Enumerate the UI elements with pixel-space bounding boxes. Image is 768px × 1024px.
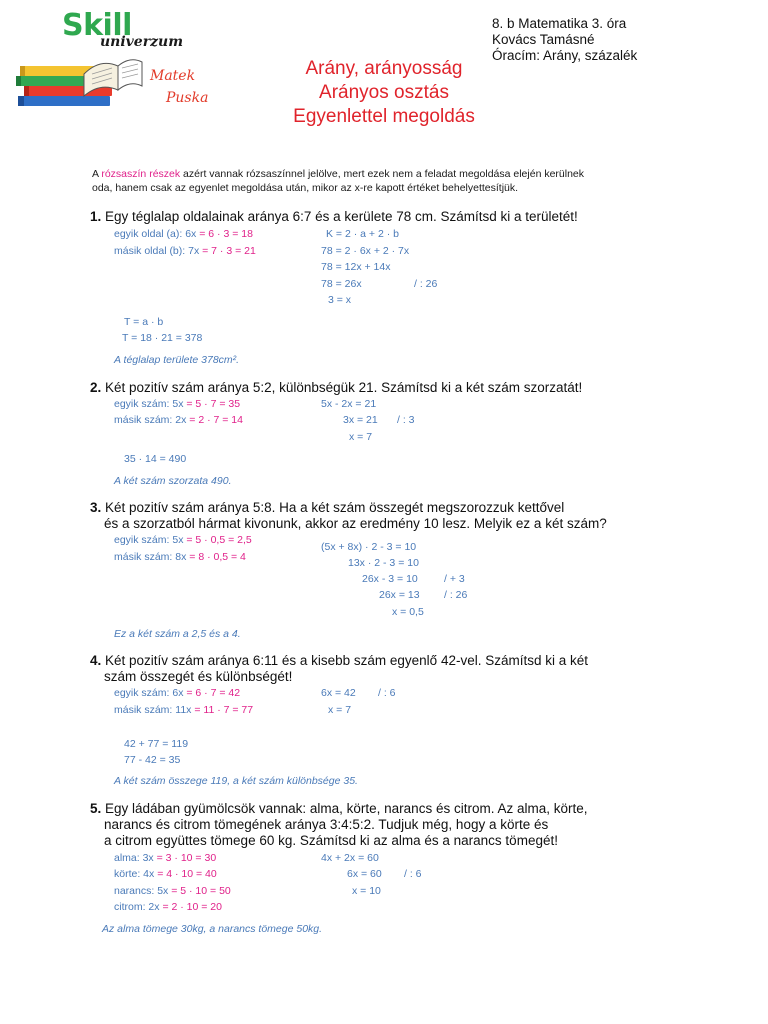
problem-1-text: Egy téglalap oldalainak aránya 6:7 és a kerülete 78 cm. Számítsd ki a területét!	[101, 209, 578, 224]
problem-2-number: 2.	[90, 380, 102, 395]
problem-4-eq-1: 6x = 42	[321, 687, 356, 699]
problem-3-eq-5: x = 0,5	[392, 606, 424, 618]
problem-5-lemon	[114, 901, 222, 913]
problem-1-eq-4: 78 = 26x	[321, 278, 362, 290]
logo-matek-text: Matek	[150, 68, 196, 84]
problem-1-eq-3: 78 = 12x + 14x	[321, 261, 391, 273]
problem-5-statement-2: narancs és citrom tömegének aránya 3:4:5:2. Tudjuk még, hogy a körte és	[104, 817, 549, 832]
intro-pink-phrase: rózsaszín részek	[101, 168, 181, 180]
problem-2-text: Két pozitív szám aránya 5:2, különbségük 21. Számítsd ki a két szám szorzatát!	[101, 380, 583, 395]
problem-5-answer: Az alma tömege 30kg, a narancs tömege 50kg.	[102, 923, 323, 935]
problem-2-eq-3: x = 7	[349, 431, 373, 443]
problem-2-statement	[90, 380, 582, 395]
books-icon	[14, 52, 146, 112]
num-b-value: = 11 · 7 = 77	[194, 704, 254, 716]
problem-3-statement-2: és a szorzatból hármat kivonunk, akkor az eredmény 10 lesz. Melyik ez a két szám?	[104, 516, 607, 531]
problem-5-number: 5.	[90, 801, 102, 816]
problem-3-eq-3: 26x - 3 = 10	[362, 573, 418, 585]
problem-2-num-a	[114, 398, 240, 410]
problem-4-num-b	[114, 704, 253, 716]
problem-5-eq-2-op: / : 6	[404, 868, 422, 880]
problem-1-side-b	[114, 245, 256, 257]
problem-1-statement	[90, 209, 578, 224]
problem-3-eq-2: 13x · 2 - 3 = 10	[348, 557, 419, 569]
problem-4-number: 4.	[90, 653, 102, 668]
intro-line-2: oda, hanem csak az egyenlet megoldása után, mikor az x-re kapott értéket behelyettesítjük.	[92, 182, 519, 194]
problem-4-statement-1	[90, 653, 588, 668]
lemon-label: citrom: 2x	[114, 901, 163, 913]
lemon-value: = 2 · 10 = 20	[162, 901, 222, 913]
num-a-label: egyik szám: 5x	[114, 398, 187, 410]
problem-1-eq-4-op: / : 26	[414, 278, 438, 290]
problem-5-statement-3: a citrom együttes tömege 60 kg. Számítsd ki az alma és a narancs tömegét!	[104, 833, 558, 848]
intro-pre: A	[92, 168, 102, 180]
intro-line-1	[92, 168, 584, 180]
problem-4-difference: 77 - 42 = 35	[124, 754, 181, 766]
teacher-name: Kovács Tamásné	[492, 32, 595, 47]
problem-2-eq-2: 3x = 21	[343, 414, 378, 426]
problem-1-eq-1: K = 2 · a + 2 · b	[326, 228, 399, 240]
problem-2-num-b	[114, 414, 243, 426]
side-b-label: másik oldal (b): 7x	[114, 245, 203, 257]
num-b-label: másik szám: 2x	[114, 414, 190, 426]
side-a-value: = 6 · 3 = 18	[199, 228, 253, 240]
apple-value: = 3 · 10 = 30	[156, 852, 217, 864]
problem-1-eq-2: 78 = 2 · 6x + 2 · 7x	[321, 245, 410, 257]
problem-3-eq-3-op: / + 3	[444, 573, 465, 585]
side-b-value: = 7 · 3 = 21	[202, 245, 256, 257]
main-title-3: Egyenlettel megoldás	[293, 106, 475, 127]
num-a-value: = 6 · 7 = 42	[186, 687, 241, 699]
problem-3-num-b	[114, 551, 246, 563]
problem-4-answer: A két szám összege 119, a két szám különbsége 35.	[114, 775, 358, 787]
problem-3-eq-4-op: / : 26	[444, 589, 468, 601]
num-b-label: másik szám: 11x	[114, 704, 195, 716]
problem-4-eq-1-op: / : 6	[378, 687, 396, 699]
problem-3-eq-4: 26x = 13	[379, 589, 420, 601]
class-info: 8. b Matematika 3. óra	[492, 16, 627, 31]
num-a-value: = 5 · 0,5 = 2,5	[186, 534, 252, 546]
problem-3-answer: Ez a két szám a 2,5 és a 4.	[114, 628, 241, 640]
problem-3-text-1: Két pozitív szám aránya 5:8. Ha a két szám összegét megszorozzuk kettővel	[101, 500, 565, 515]
problem-2-eq-2-op: / : 3	[397, 414, 415, 426]
problem-5-eq-1: 4x + 2x = 60	[321, 852, 379, 864]
num-b-value: = 2 · 7 = 14	[189, 414, 243, 426]
problem-4-statement-2: szám összegét és különbségét!	[104, 669, 293, 684]
problem-1-number: 1.	[90, 209, 102, 224]
pear-label: körte: 4x	[114, 868, 158, 880]
problem-3-number: 3.	[90, 500, 102, 515]
problem-5-pear	[114, 868, 217, 880]
problem-1-area-calc: T = 18 · 21 = 378	[122, 332, 203, 344]
problem-4-text-1: Két pozitív szám aránya 6:11 és a kisebb szám egyenlő 42-vel. Számítsd ki a két	[101, 653, 588, 668]
main-title-2: Arányos osztás	[319, 82, 449, 103]
problem-5-statement-1	[90, 801, 588, 816]
problem-5-orange	[114, 885, 231, 897]
logo-skill-text: Skill	[62, 8, 132, 43]
orange-value: = 5 · 10 = 50	[171, 885, 231, 897]
problem-2-answer: A két szám szorzata 490.	[114, 475, 232, 487]
problem-3-num-a	[114, 534, 252, 546]
num-a-value: = 5 · 7 = 35	[186, 398, 241, 410]
num-a-label: egyik szám: 6x	[114, 687, 187, 699]
problem-3-eq-1: (5x + 8x) · 2 - 3 = 10	[321, 541, 417, 553]
num-a-label: egyik szám: 5x	[114, 534, 187, 546]
problem-1-side-a	[114, 228, 253, 240]
problem-5-eq-2: 6x = 60	[347, 868, 382, 880]
problem-2-eq-1: 5x - 2x = 21	[321, 398, 377, 410]
lesson-title: Óracím: Arány, százalék	[492, 48, 638, 63]
num-b-label: másik szám: 8x	[114, 551, 190, 563]
problem-1-eq-5: 3 = x	[328, 294, 352, 306]
problem-3-statement-1	[90, 500, 564, 515]
problem-5-text-1: Egy ládában gyümölcsök vannak: alma, körte, narancs és citrom. Az alma, körte,	[101, 801, 588, 816]
problem-2-product: 35 · 14 = 490	[124, 453, 187, 465]
problem-4-num-a	[114, 687, 240, 699]
side-a-label: egyik oldal (a): 6x	[114, 228, 200, 240]
problem-5-apple	[114, 852, 216, 864]
apple-label: alma: 3x	[114, 852, 157, 864]
num-b-value: = 8 · 0,5 = 4	[189, 551, 246, 563]
orange-label: narancs: 5x	[114, 885, 172, 897]
pear-value: = 4 · 10 = 40	[157, 868, 217, 880]
problem-5-eq-3: x = 10	[352, 885, 381, 897]
logo-univerzum-text: univerzum	[100, 34, 184, 50]
problem-1-answer: A téglalap területe 378cm².	[114, 354, 240, 366]
logo-puska-text: Puska	[166, 90, 209, 106]
main-title-1: Arány, arányosság	[305, 58, 463, 79]
problem-1-area-formula: T = a · b	[124, 316, 164, 328]
intro-line-1-rest: azért vannak rózsaszínnel jelölve, mert ezek nem a feladat megoldása elején kerülnek	[180, 168, 585, 180]
problem-4-sum: 42 + 77 = 119	[124, 738, 189, 750]
problem-4-eq-2: x = 7	[328, 704, 352, 716]
